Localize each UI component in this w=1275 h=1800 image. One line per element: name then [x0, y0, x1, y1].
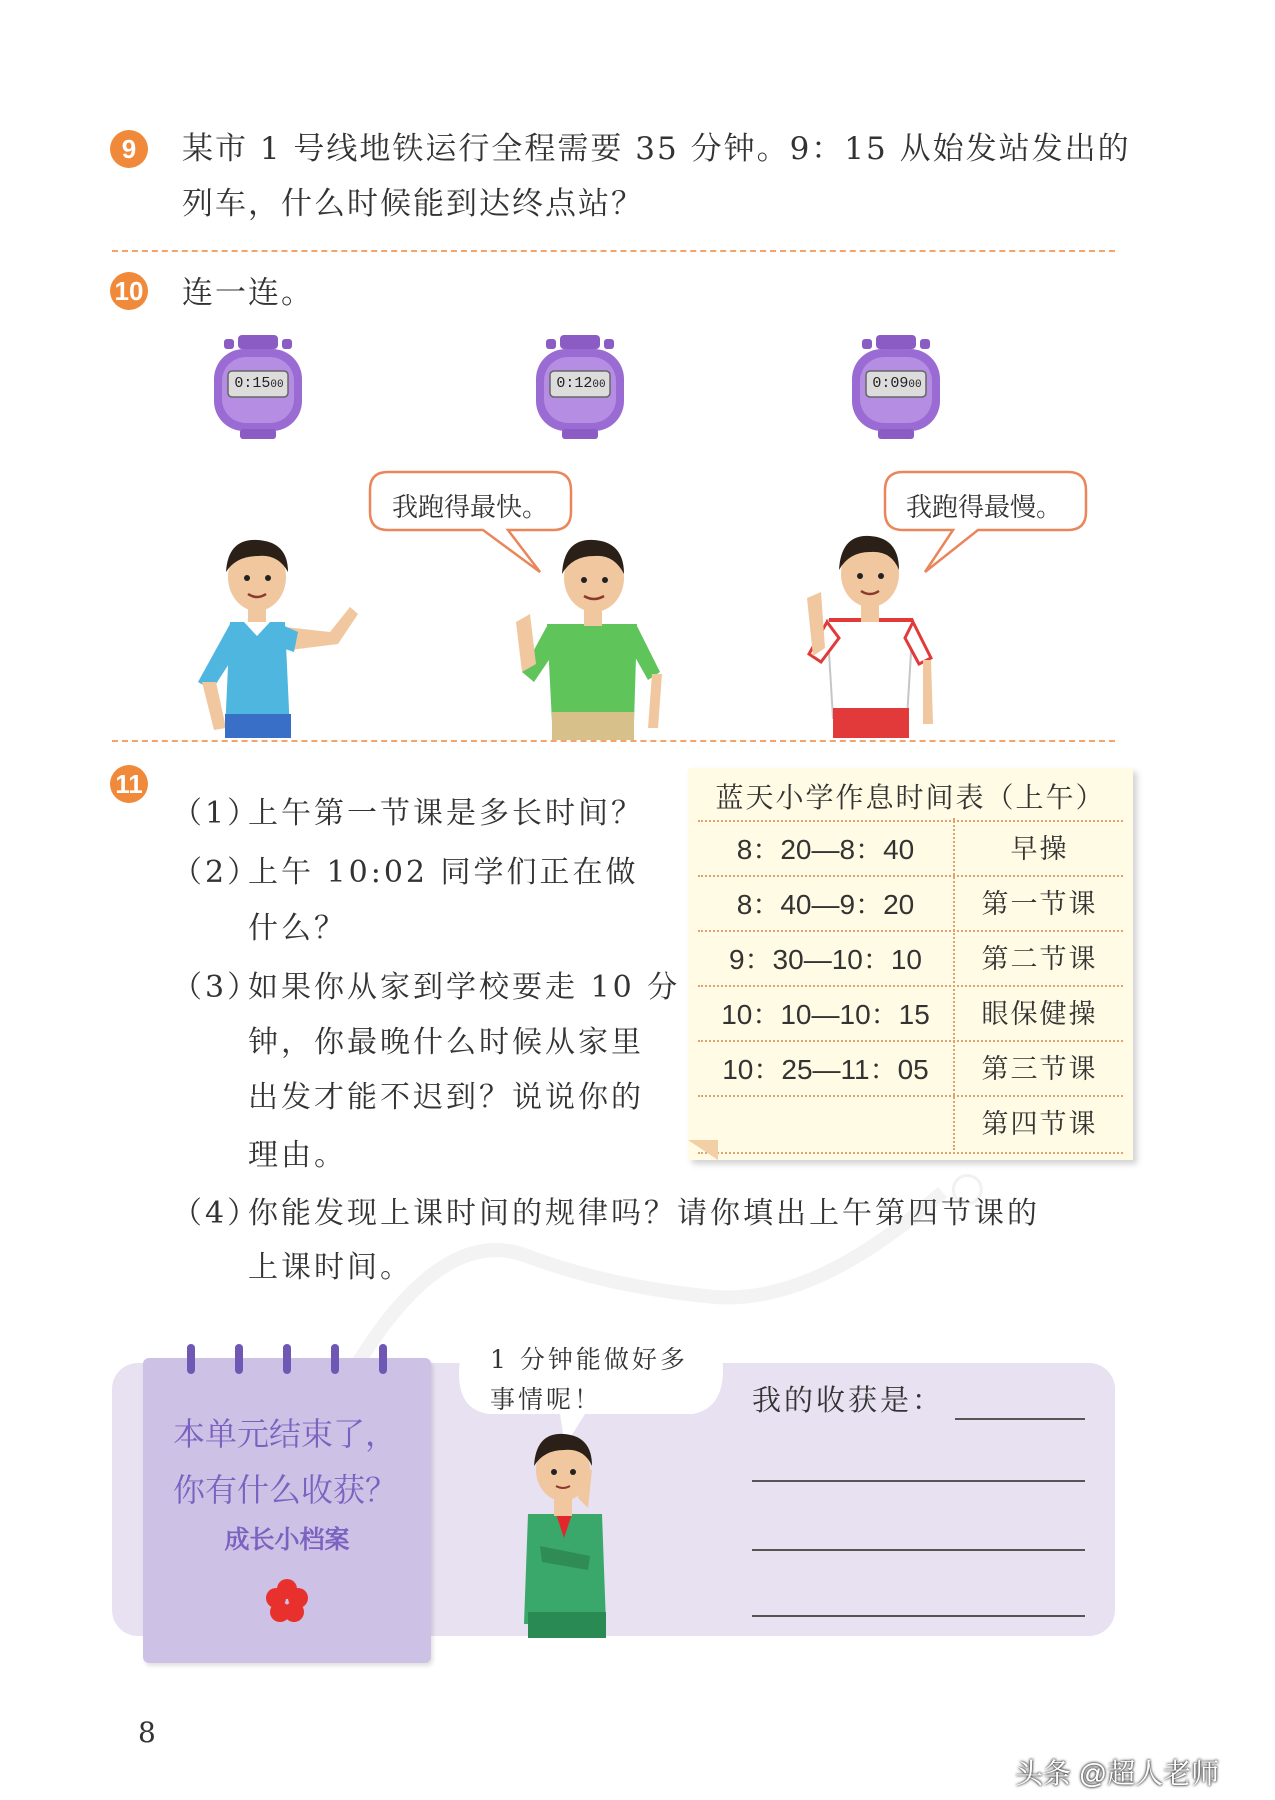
binder-ring [379, 1344, 387, 1374]
q11-part-3-line-4: 理由。 [248, 1138, 347, 1173]
q11-part-4-label: （4） [172, 1196, 261, 1231]
stopwatch-3-decimal: 00 [908, 379, 922, 391]
growth-notebook [143, 1358, 431, 1663]
schedule-activity: 第三节课 [981, 1054, 1098, 1085]
stopwatch-3-display [872, 375, 922, 392]
q11-part-4-line-2: 上课时间。 [248, 1250, 413, 1285]
table-row [698, 820, 1123, 877]
binder-ring [283, 1344, 291, 1374]
table-row [698, 985, 1123, 1042]
schedule-table [688, 768, 1133, 1160]
schedule-activity: 第一节课 [981, 889, 1098, 920]
answer-line[interactable] [955, 1418, 1085, 1420]
q11-part-2-line-1: 上午 10:02 同学们正在做 [248, 855, 639, 890]
summary-heading-line-1: 本单元结束了， [173, 1416, 398, 1452]
stopwatch-1 [210, 333, 306, 443]
question-9-line-2: 列车，什么时候能到达终点站？ [182, 186, 644, 222]
q11-part-3-line-3: 出发才能不迟到？说说你的 [248, 1080, 644, 1115]
binder-ring [235, 1344, 243, 1374]
stopwatch-2-time: 0:12 [556, 375, 593, 392]
q11-part-2-label: （2） [172, 855, 261, 890]
stopwatch-1-decimal: 00 [270, 379, 284, 391]
q11-part-2-line-2: 什么？ [248, 911, 347, 946]
bubble-slow-text: 我跑得最慢。 [906, 493, 1063, 523]
bubble-fast-text: 我跑得最快。 [392, 493, 549, 523]
summary-speech-line-1: 1 分钟能做好多 [490, 1345, 688, 1374]
question-11-number: 11 [110, 765, 148, 803]
schedule-time: 9：30—10：10 [728, 944, 922, 975]
q11-part-1-label: （1） [172, 796, 261, 831]
section-divider [112, 250, 1115, 252]
summary-speech-line-2: 事情呢！ [490, 1385, 603, 1414]
schedule-activity: 第二节课 [981, 944, 1098, 975]
summary-subheading: 成长小档案 [224, 1526, 350, 1554]
question-10-prompt: 连一连。 [182, 275, 314, 311]
boy-white-shirt [795, 528, 945, 740]
boy-thinking [512, 1428, 617, 1640]
q11-part-3-label: （3） [172, 970, 261, 1005]
schedule-time: 10：10—10：15 [721, 999, 930, 1030]
schedule-time: 8：20—8：40 [736, 834, 915, 865]
table-column-divider [953, 818, 955, 1150]
page-curl-icon [688, 1140, 718, 1162]
schedule-activity: 第四节课 [981, 1109, 1098, 1140]
harvest-label: 我的收获是： [752, 1383, 945, 1417]
binder-ring [331, 1344, 339, 1374]
stopwatch-1-time: 0:15 [234, 375, 271, 392]
table-row [698, 930, 1123, 987]
stopwatch-2-display [556, 375, 606, 392]
schedule-activity: 眼保健操 [981, 999, 1098, 1030]
flower-icon [264, 1578, 310, 1624]
summary-heading [173, 1406, 397, 1518]
q11-part-3-line-2: 钟，你最晚什么时候从家里 [248, 1025, 644, 1060]
summary-heading-line-2: 你有什么收获？ [173, 1472, 398, 1508]
stopwatch-3-time: 0:09 [872, 375, 909, 392]
q11-part-1-line-1: 上午第一节课是多长时间？ [248, 796, 644, 831]
schedule-title: 蓝天小学作息时间表（上午） [715, 781, 1106, 814]
schedule-time: 8：40—9：20 [736, 889, 915, 920]
stopwatch-2-decimal: 00 [592, 379, 606, 391]
q11-part-3-line-1: 如果你从家到学校要走 10 分 [248, 970, 681, 1005]
table-row [698, 1040, 1123, 1097]
boy-blue-shirt [190, 532, 365, 740]
table-row [698, 1095, 1123, 1154]
question-9-line-1: 某市 1 号线地铁运行全程需要 35 分钟。9：15 从始发站发出的 [182, 131, 1131, 167]
stopwatch-1-display [234, 375, 284, 392]
footer-credit: 头条 @超人老师 [1015, 1758, 1220, 1789]
table-row [698, 875, 1123, 932]
summary-speech [490, 1340, 688, 1420]
question-9-number: 9 [110, 130, 148, 168]
section-divider [112, 740, 1115, 742]
question-10-number: 10 [110, 272, 148, 310]
schedule-activity: 早操 [1010, 834, 1069, 865]
answer-line[interactable] [752, 1480, 1085, 1482]
answer-line[interactable] [752, 1615, 1085, 1617]
answer-line[interactable] [752, 1549, 1085, 1551]
q11-part-4-line-1: 你能发现上课时间的规律吗？请你填出上午第四节课的 [248, 1196, 1040, 1231]
schedule-time: 10：25—11：05 [722, 1054, 929, 1085]
boy-green-shirt [512, 532, 677, 740]
binder-ring [187, 1344, 195, 1374]
stopwatch-2 [532, 333, 628, 443]
stopwatch-3 [848, 333, 944, 443]
page-number: 8 [138, 1716, 156, 1749]
